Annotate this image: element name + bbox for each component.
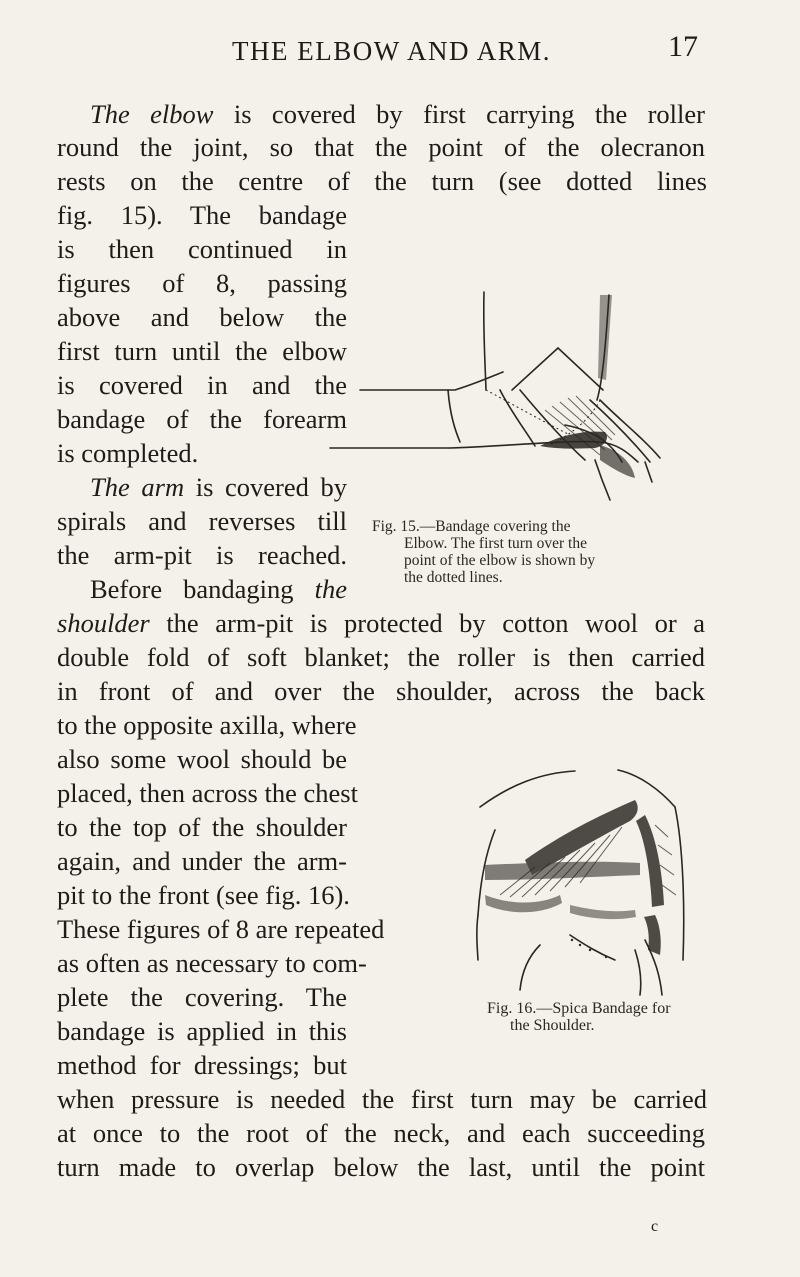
text-line: above and below the xyxy=(57,302,347,332)
text-line: again, and under the arm- xyxy=(57,846,347,876)
text-line: the arm-pit is reached. xyxy=(57,540,347,570)
caption-line: Fig. 16.—Spica Bandage for xyxy=(487,1000,671,1017)
text-line: pit to the front (see fig. 16). xyxy=(57,880,350,910)
page-number: 17 xyxy=(668,30,698,63)
text-line: These figures of 8 are repeated xyxy=(57,914,385,944)
text-line: when pressure is needed the first turn may be carried xyxy=(57,1084,707,1114)
text-line: is completed. xyxy=(57,438,199,468)
elbow-bandage-illustration xyxy=(300,250,670,520)
page-header xyxy=(0,30,800,76)
text-line xyxy=(90,97,705,131)
text-line: in front of and over the shoulder, across the back xyxy=(57,676,705,706)
caption-line: the dotted lines. xyxy=(404,569,503,586)
italic-term: The arm xyxy=(90,472,185,502)
text-line: at once to the root of the neck, and each succeeding xyxy=(57,1118,705,1148)
caption-line: the Shoulder. xyxy=(510,1017,595,1034)
text-line: bandage of the forearm xyxy=(57,404,347,434)
text-line: first turn until the elbow xyxy=(57,336,347,366)
text-segment: the arm-pit is protected by cotton wool or a xyxy=(166,608,705,638)
signature-mark: c xyxy=(651,1218,659,1235)
text-line xyxy=(57,606,705,640)
figure-16-caption xyxy=(487,1000,671,1034)
text-line: figures of 8, passing xyxy=(57,268,347,298)
shoulder-spica-bandage-illustration xyxy=(440,745,700,1015)
text-line: placed, then across the chest xyxy=(57,778,358,808)
text-line: turn made to overlap below the last, until the point xyxy=(57,1152,705,1182)
text-line: is then continued in xyxy=(57,234,347,264)
text-line: round the joint, so that the point of the olecranon xyxy=(57,132,705,162)
text-line: as often as necessary to com- xyxy=(57,948,367,978)
text-segment: is covered by first carrying the roller xyxy=(233,99,705,129)
text-line: bandage is applied in this xyxy=(57,1016,347,1046)
text-line: fig. 15). The bandage xyxy=(57,200,347,230)
text-line: plete the covering. The xyxy=(57,982,347,1012)
text-line: double fold of soft blanket; the roller is then carried xyxy=(57,642,705,672)
text-line: is covered in and the xyxy=(57,370,347,400)
text-line: method for dressings; but xyxy=(57,1050,347,1080)
text-line xyxy=(90,572,347,606)
running-head: THE ELBOW AND ARM. xyxy=(232,36,552,66)
text-segment: Before bandaging xyxy=(90,574,294,604)
text-line: spirals and reverses till xyxy=(57,506,347,536)
caption-line: Elbow. The first turn over the xyxy=(404,535,587,552)
caption-line: point of the elbow is shown by xyxy=(404,552,596,569)
text-line: to the opposite axilla, where xyxy=(57,710,357,740)
text-line: to the top of the shoulder xyxy=(57,812,347,842)
caption-line: Fig. 15.—Bandage covering the xyxy=(372,518,571,535)
text-segment: is covered by xyxy=(195,472,347,502)
text-line: also some wool should be xyxy=(57,744,347,774)
italic-term: the xyxy=(314,574,347,604)
italic-term: The elbow xyxy=(90,99,214,129)
italic-term: shoulder xyxy=(57,608,150,638)
figure-15-caption xyxy=(372,518,595,586)
text-line: rests on the centre of the turn (see dotted lines xyxy=(57,166,707,196)
